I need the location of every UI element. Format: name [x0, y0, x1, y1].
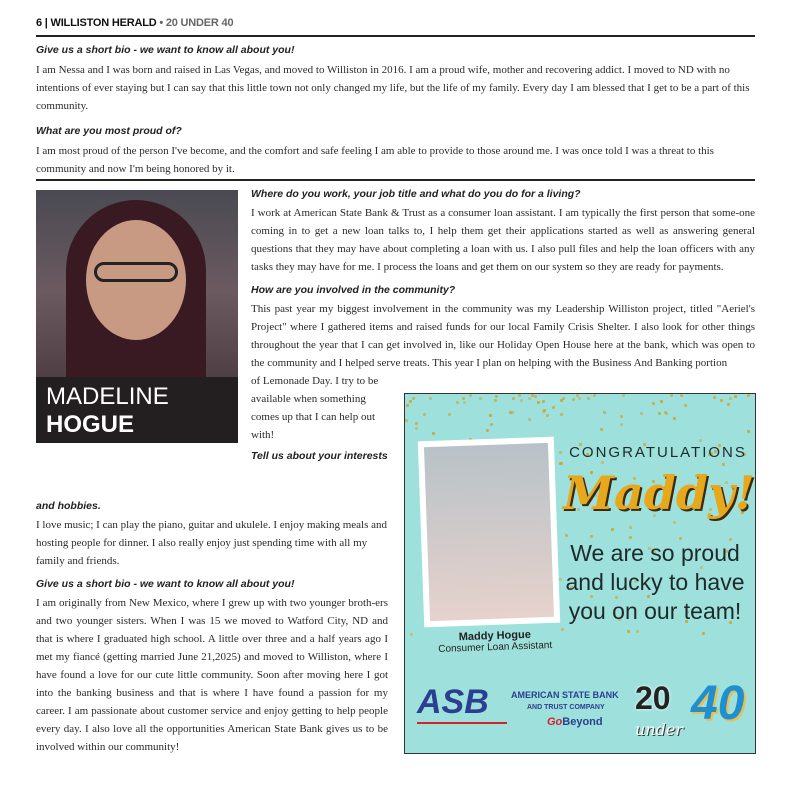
divider	[36, 35, 755, 37]
confetti-piece	[542, 400, 545, 403]
confetti-piece	[720, 399, 723, 402]
answer-text: I am originally from New Mexico, where I grew up with two younger broth-ers and two younger sisters. When I was 15 we moved to Watford City, ND and that is where I graduated high school. A little over three and a half years ago I met my fiancé (getting married June 21,2025) and moved to Williston, where I have found a love for our cute little community. Soon after moving here I got into the banking business and that is where I have found a passion for my career. I am passionate about customer service and enjoy getting to help people every day. I also love all the opportunities American State Bank gives us to be involved within our community!	[36, 597, 388, 753]
confetti-piece	[684, 404, 687, 407]
confetti-piece	[627, 630, 630, 633]
confetti-piece	[640, 412, 643, 415]
confetti-piece	[658, 412, 661, 415]
confetti-piece	[410, 633, 413, 636]
question-heading: Where do you work, your job title and what do you do for a living?	[251, 188, 581, 200]
confetti-piece	[415, 427, 418, 430]
question-heading: Give us a short bio - we want to know all about you!	[36, 44, 295, 56]
confetti-piece	[423, 413, 426, 416]
answer-text: I am Nessa and I was born and raised in Las Vegas, and moved to Williston in 2016. I am a proud wife, mother and recovering addict. I moved to ND with no intentions of ever staying but I can say that this little town not only changed my life, but the life of my family. Every day I am blessed that I get to be a part of this community.	[36, 64, 750, 112]
confetti-piece	[406, 404, 409, 407]
confetti-piece	[670, 394, 673, 397]
question-heading: How are you involved in the community?	[251, 284, 456, 296]
confetti-piece	[652, 402, 655, 405]
script-name: Maddy!	[563, 466, 755, 520]
bank-subtitle: AND TRUST COMPANY	[527, 704, 605, 711]
confetti-piece	[518, 394, 521, 397]
question-heading: What are you most proud of?	[36, 125, 182, 137]
bank-name: AMERICAN STATE BANK	[511, 690, 619, 700]
confetti-piece	[660, 400, 663, 403]
confetti-piece	[590, 535, 593, 538]
confetti-piece	[469, 394, 472, 397]
asb-letters: ASB	[417, 683, 489, 721]
confetti-piece	[479, 397, 482, 400]
confetti-piece	[622, 394, 625, 397]
confetti-piece	[448, 413, 451, 416]
answer-text: I am most proud of the person I've become, and the comfort and safe feeling I am able to provide to those around me. I was once told I was a threat to this community and now I'm being honored by it.	[36, 145, 714, 175]
slogan-beyond: Beyond	[562, 716, 603, 728]
confetti-piece	[713, 396, 716, 399]
caption-title: Consumer Loan Assistant	[438, 640, 553, 655]
confetti-piece	[495, 395, 498, 398]
confetti-piece	[673, 521, 676, 524]
confetti-piece	[511, 411, 514, 414]
congratulations-ad	[404, 393, 756, 754]
confetti-piece	[429, 397, 432, 400]
confetti-piece	[559, 578, 562, 581]
confetti-piece	[729, 397, 732, 400]
confetti-piece	[593, 394, 596, 397]
confetti-piece	[699, 439, 702, 442]
answer-text: This past year my biggest involvement in the community was my Leadership Williston project, titled "Aeriel's Project" where I gathered items and raised funds for our local Family Crisis Shelter. I also look for other things throughout the year that I can get involved in, like our Holiday Open House here at the bank, which was open to the community and I helped serve treats. This year I plan on helping with the Business And Banking portion	[251, 303, 755, 369]
first-name: MADELINE	[46, 383, 169, 410]
confetti-piece	[537, 401, 540, 404]
answer-text: I love music; I can play the piano, guitar and ukulele. I enjoy making meals and hosting people for dinner. I also really enjoy just spending time with all my family and friends.	[36, 519, 387, 567]
confetti-piece	[534, 395, 537, 398]
confetti-piece	[680, 394, 683, 397]
confetti-piece	[572, 398, 575, 401]
confetti-piece	[494, 399, 497, 402]
confetti-piece	[552, 406, 555, 409]
slogan-go: Go	[547, 716, 563, 728]
photo-glasses	[94, 262, 178, 282]
confetti-piece	[565, 534, 568, 537]
question-heading: and hobbies.	[36, 500, 101, 512]
left-column	[36, 500, 388, 756]
confetti-piece	[747, 430, 750, 433]
confetti-piece	[520, 399, 523, 402]
confetti-piece	[702, 632, 705, 635]
confetti-piece	[546, 414, 549, 417]
asb-logo	[417, 684, 632, 740]
confetti-piece	[490, 423, 493, 426]
confetti-piece	[415, 422, 418, 425]
confetti-piece	[512, 397, 515, 400]
confetti-piece	[587, 397, 590, 400]
confetti-piece	[611, 528, 614, 531]
confetti-piece	[463, 401, 466, 404]
confetti-piece	[562, 397, 565, 400]
confetti-piece	[629, 526, 632, 529]
congratulations-heading: CONGRATULATIONS	[569, 444, 747, 461]
question-heading: Tell us about your interests	[251, 450, 388, 462]
caption-name: Maddy Hogue	[458, 628, 532, 644]
confetti-piece	[673, 417, 676, 420]
confetti-piece	[620, 423, 623, 426]
confetti-piece	[636, 630, 639, 633]
confetti-piece	[462, 397, 465, 400]
confetti-piece	[489, 414, 492, 417]
confetti-piece	[432, 432, 435, 435]
section-name: • 20 UNDER 40	[159, 17, 234, 29]
confetti-piece	[456, 401, 459, 404]
confetti-piece	[412, 397, 415, 400]
confetti-piece	[542, 410, 545, 413]
confetti-piece	[528, 397, 531, 400]
confetti-piece	[560, 413, 563, 416]
page-header	[36, 17, 233, 29]
confetti-piece	[486, 429, 489, 432]
confetti-piece	[405, 419, 408, 422]
top-qa	[36, 44, 755, 178]
page-number-publication: 6 | WILLISTON HERALD	[36, 17, 157, 29]
answer-text: of Lemonade Day. I try to be available when something comes up that I can help out with!	[251, 375, 379, 441]
ad-message: We are so proud and lucky to have you on our team!	[565, 540, 745, 624]
name-box	[36, 377, 238, 443]
ad-photo	[418, 437, 560, 628]
confetti-piece	[528, 418, 531, 421]
confetti-piece	[560, 462, 563, 465]
confetti-piece	[603, 411, 606, 414]
profile-photo	[36, 190, 238, 443]
confetti-piece	[578, 397, 581, 400]
confetti-piece	[620, 415, 623, 418]
badge-under: under	[635, 720, 683, 739]
badge-20: 20	[635, 680, 671, 716]
answer-text: I work at American State Bank & Trust as a consumer loan assistant. I am typically the first person that some-one coming in to get a new loan talks to, I help them get their applications started as well as answering general questions that they may have about completing a loan with us. I also pull files and help the loan officers with any tasks they may have for me. I process the loans and get them on our system so they are ready for payments.	[251, 207, 755, 273]
last-name: HOGUE	[46, 411, 135, 438]
20-under-40-badge	[635, 676, 750, 746]
confetti-piece	[409, 400, 412, 403]
question-heading: Give us a short bio - we want to know all about you!	[36, 578, 295, 590]
confetti-piece	[559, 451, 562, 454]
confetti-piece	[734, 395, 737, 398]
confetti-piece	[747, 394, 750, 397]
badge-40: 40	[691, 677, 745, 730]
divider	[36, 179, 755, 181]
confetti-piece	[727, 403, 730, 406]
confetti-piece	[600, 428, 603, 431]
